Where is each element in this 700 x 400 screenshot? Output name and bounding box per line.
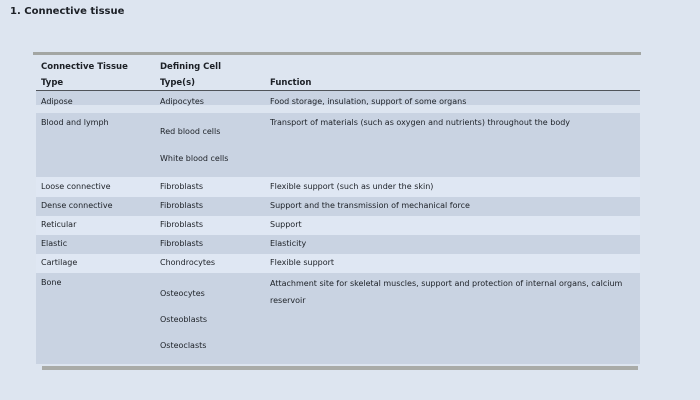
row-band-cartilage [36, 254, 640, 273]
cell-defining-cell: Fibroblasts [160, 220, 204, 229]
header-type-line2: Type [41, 78, 64, 88]
page-heading: 1. Connective tissue [10, 6, 125, 17]
row-band-elastic [36, 235, 640, 254]
cell-defining-cell: Osteoblasts [160, 315, 208, 324]
cell-defining-cell: Chondrocytes [160, 258, 216, 267]
cell-function: Attachment site for skeletal muscles, support and protection of internal organs, calcium reservoir [270, 279, 623, 305]
header-cell-line1: Defining Cell [160, 62, 222, 72]
cell-type: Cartilage [41, 258, 78, 267]
cell-defining-cell: Red blood cells [160, 127, 221, 136]
cell-defining-cell: Fibroblasts [160, 201, 204, 210]
cell-type: Loose connective [41, 182, 111, 191]
header-divider [36, 90, 640, 91]
table-top-rule [33, 52, 641, 55]
cell-defining-cell: Fibroblasts [160, 239, 204, 248]
cell-type: Adipose [41, 97, 73, 106]
cell-function: Food storage, insulation, support of some organs [270, 97, 467, 106]
cell-function: Flexible support [270, 258, 335, 267]
connective-tissue-table [36, 56, 640, 364]
cell-defining-cell: Adipocytes [160, 97, 204, 106]
cell-defining-cell: Osteoclasts [160, 341, 207, 350]
cell-function: Flexible support (such as under the skin) [270, 182, 434, 191]
cell-type: Blood and lymph [41, 118, 109, 127]
cell-type: Dense connective [41, 201, 113, 210]
header-cell-line2: Type(s) [160, 78, 196, 88]
cell-defining-cell: Fibroblasts [160, 182, 204, 191]
cell-defining-cell: White blood cells [160, 154, 229, 163]
header-function: Function [270, 78, 312, 88]
cell-defining-cell: Osteocytes [160, 289, 205, 298]
table-bottom-rule [42, 366, 638, 370]
cell-function: Support and the transmission of mechanical force [270, 201, 470, 210]
cell-function: Transport of materials (such as oxygen and nutrients) throughout the body [270, 118, 571, 127]
cell-type: Bone [41, 278, 62, 287]
header-type-line1: Connective Tissue [41, 62, 128, 72]
cell-function: Elasticity [270, 239, 307, 248]
cell-type: Elastic [41, 239, 68, 248]
cell-type: Reticular [41, 220, 77, 229]
row-band-reticular [36, 216, 640, 235]
cell-function: Support [270, 220, 302, 229]
